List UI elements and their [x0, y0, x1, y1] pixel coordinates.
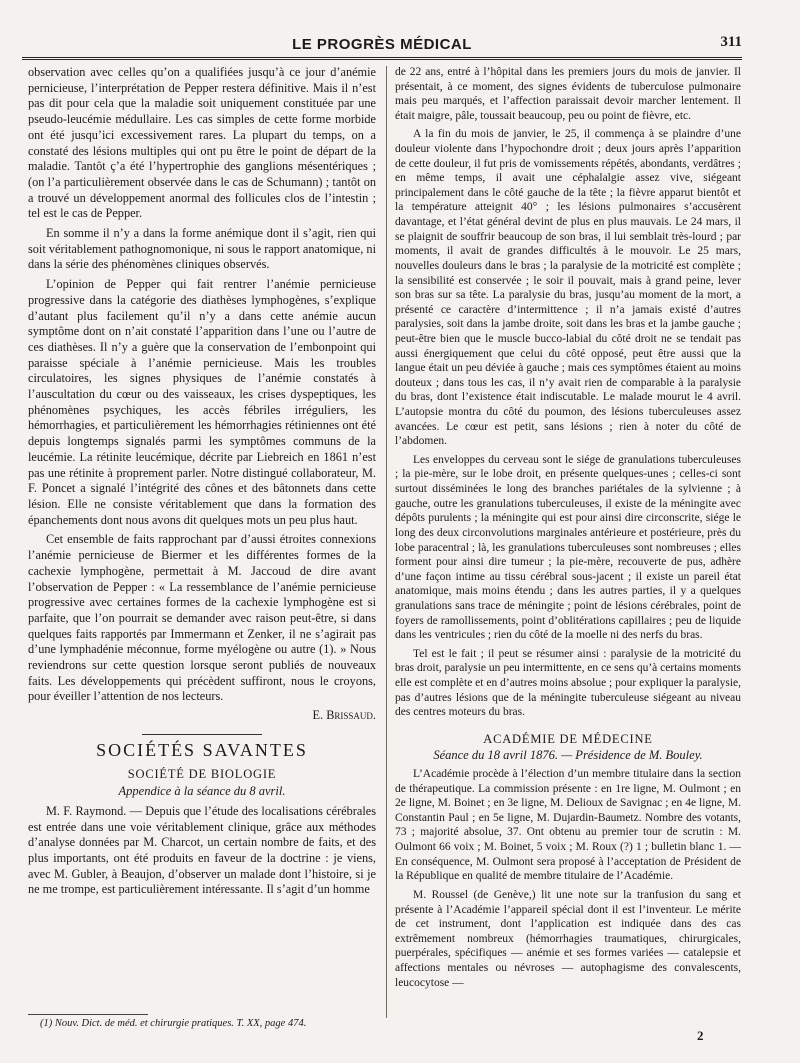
page-number: 311	[720, 34, 742, 50]
signature-mark: 2	[697, 1028, 704, 1043]
paragraph: Cet ensemble de faits rapprochant par d’aussi étroites connexions l’anémie pernicieuse de Biermer et les différentes formes de la cachexie lymphogène, permettait à M. Jaccoud de dire avant l’observation de Pepper : « La ressemblance de l’anémie pernicieuse progressive avec certaines formes de la cachexie lymphogène est si parfaite, que l’on pourrait se demander avec raison peut-être, si dans quelques faits rapportés par Immermann et Zenker, il ne s’agirait pas d’une lymphadénie méconnue, forme myélogène ou autre (1). » Nous reviendrons sur cette question lorsque seront publiés de nouveaux faits. Les développements qui précèdent suffiront, nous le croyons, pour éveiller l’attention de nos lecteurs.	[28, 532, 376, 704]
paragraph: L’Académie procède à l’élection d’un membre titulaire dans la section de thérapeutique. La commission présente : en 1re ligne, M. Oulmont ; en 2e ligne, M. Boinet ; en 3e ligne, M. Delioux de Savignac ; en 4e ligne, M. Constantin Paul ; en 5e ligne, M. Dujardin-Baumetz. Nombre des votants, 73 ; majorité absolue, 37. Ont obtenu au premier tour de scrutin : M. Oulmont 66 voix ; M. Boinet, 5 voix ; M. Roux (?) 1 ; bulletin blanc 1. — En conséquence, M. Oulmont sera proposé à l’acceptation de Président de la République en qualité de membre titulaire de l’Académie.	[395, 768, 741, 883]
paragraph: Tel est le fait ; il peut se résumer ainsi : paralysie de la motricité du bras droit, paralysie un peu intermittente, en ce sens qu’à certains moments elle est complète et en d’autres moins absolue ; pour expliquer la paralysie, pas d’autres lésions que de la méningite tuberculeuse siégeant au niveau des centres moteurs du bras.	[395, 647, 741, 719]
footnote: (1) Nouv. Dict. de méd. et chirurgie pratiques. T. XX, page 474.	[40, 1018, 307, 1029]
footnote-rule	[28, 1014, 148, 1015]
journal-title: LE PROGRÈS MÉDICAL	[292, 36, 472, 53]
section-separator	[142, 734, 262, 735]
paragraph: de 22 ans, entré à l’hôpital dans les premiers jours du mois de janvier. Il présentait, à ce moment, des signes évidents de tuberculose pulmonaire mais peu marqués, et l’affection paraissait devoir marcher lentement. Il était maigre, pâle, toussait beaucoup, peu ou point de fièvre, etc.	[395, 66, 741, 122]
column-divider	[386, 66, 387, 1018]
header-rule	[22, 57, 742, 60]
paragraph: Les enveloppes du cerveau sont le siége de granulations tuberculeuses ; la pie-mère, sur le lobe droit, en présente quelques-unes ; celles-ci sont surtout disséminées le long des branches pariétales de la sylvienne ; à gauche, outre les granulations tuberculeuses, il existe de la méningite avec dépôts purulents ; la méningite qui est pour ainsi dire circonscrite, siége le long des deux circonvolutions marginales antérieure et postérieure, près du lobe paracentral ; là, les granulations tuberculeuses sont nombreuses ; elles forment pour ainsi dire tumeur ; la pie-mère, recouverte de pus, adhère d’une façon intime au tissu cérébral sous-jacent ; il existe un pareil état anatomique, mais moins étendu ; dans les autres parties, il y a quelques granulations sans trace de méningite ; point de lésions cérébrales, point de foyers de ramollissements, point d’oblitérations capillaires ; peu de liquide dans les ventricules ; rien du côté de la moelle ni des nerfs du bras.	[395, 453, 741, 642]
session-heading: Appendice à la séance du 8 avril.	[118, 784, 286, 799]
author-signature: E. Brissaud.	[312, 708, 376, 723]
paragraph: A la fin du mois de janvier, le 25, il commença à se plaindre d’une douleur violente dans l’hypochondre droit ; deux jours après l’apparition de cette douleur, il fut pris de vomissements répétés, abondants, verdâtres ; en même temps, il avait une céphalalgie assez vive, siégeant principalement dans le côté gauche de la tête ; la fièvre apparut bientôt et la température atteignit 40° ; les lésions pulmonaires s’accusèrent davantage, et l’état général devint de plus en plus mauvais. Le 24 mars, il se plaignit de souffrir beaucoup de son bras, il lui semblait très-lourd ; par moments, il avait de grandes difficultés à le mouvoir. Le 25 mars, nouvelles douleurs dans le bras ; la paralysie de la motricité est complète ; la sensibilité est conservée ; le soir il pouvait, mais à grand peine, lever son bras sur sa tête. La paralysie du bras, jusqu’au moment de la mort, a présenté ce caractère d’intermittence ; il n’a jamais existé d’autres paralysies, soit dans la jambe droite, soit dans les bras et la jambe gauche ; peut-être bien que le muscle bucco-labial du côté droit ne se tendait pas aussi énergiquement que celui du côté opposé, peut être aussi que la langue était un peu déviée à gauche ; mais ces symptômes étaient au moins douteux ; dans tous les cas, il n’y avait rien de comparable à la paralysie du bras, dont l’existence était indiscutable. Le malade mourut le 4 avril. L’autopsie montra du côté du poumon, des lésions tuberculeuses assez avancées. Le cœur est petit, sans lésions ; rien à noter du côté de l’abdomen.	[395, 128, 741, 448]
page-header	[22, 36, 742, 54]
society-heading: SOCIÉTÉ DE BIOLOGIE	[127, 766, 277, 781]
academy-session: Séance du 18 avril 1876. — Présidence de M. Bouley.	[433, 748, 703, 763]
right-column	[395, 65, 741, 994]
paragraph: L’opinion de Pepper qui fait rentrer l’anémie pernicieuse progressive dans la catégorie des diathèses lymphogènes, s’explique d’autant plus facilement qu’il n’y a dans cette anémie aucun symptôme dont on n’ait constaté l’apparition dans l’une ou l’autre de ces diathèses. Il n’y a guère que la conservation de l’embonpoint qui paraisse spéciale à l’anémie pernicieuse. Mais les troubles circulatoires, les signes physiques de l’anémie constatés à l’auscultation du cœur ou des vaisseaux, les crises dyspeptiques, les phénomènes psychiques, les accès fébriles irréguliers, les hémorrhagies, et particulièrement les hémorrhagies rétiniennes ont été depuis longtemps signalés parmi les symptômes communs de la leucémie. La rétinite leucémique, décrite par Liebreich en 1861 n’est pas une rétinite à proprement parler. Notre distingué collaborateur, M. F. Poncet a signalé l’intégrité des cônes et des bâtonnets dans cette lésion. Elle ne consiste véritablement que dans la formation des épanchements dont nous avons dit quelques mots un peu plus haut.	[28, 277, 376, 527]
paragraph: M. F. Raymond. — Depuis que l’étude des localisations cérébrales est entrée dans une voie véritablement clinique, grâce aux méthodes d’analyse données par M. Charcot, un certain nombre de faits, et des plus importants, ont été produits en faveur de la doctrine : je viens, avec M. Gubler, à Beaujon, d’observer un malade dont l’histoire, si je ne me trompe, est particulièrement intéressante. Il s’agit d’un homme	[28, 803, 376, 897]
section-title: SOCIÉTÉS SAVANTES	[96, 739, 308, 760]
paragraph: observation avec celles qu’on a qualifiées jusqu’à ce jour d’anémie pernicieuse, l’interprétation de Pepper restera définitive. Mais il n’est pas dit pour cela que la maladie soit uniquement constituée par une pseudo-leucémie médullaire. Les cas simples de cette forme morbide ont été jusqu’ici excessivement rares. La plupart du temps, on a constaté des lésions multiples qui ont pu être le point de départ de la maladie. Tantôt ç’a été l’hypertrophie des ganglions mésentériques ; (on l’a particulièrement observée dans le cas de Schumann) ; tantôt on a trouvé un développement anormal des follicules clos de l’intestin ; tel est le cas de Pepper.	[28, 65, 376, 221]
left-column	[28, 65, 376, 902]
paragraph: En somme il n’y a dans la forme anémique dont il s’agit, rien qui soit véritablement pathognomonique, ni sous le rapport anatomique, ni dans la série des phénomènes cliniques observés.	[28, 226, 376, 272]
academy-heading: ACADÉMIE DE MÉDECINE	[483, 731, 653, 746]
paragraph: M. Roussel (de Genève,) lit une note sur la tranfusion du sang et présente à l’Académie l’appareil spécial dont il est l’inventeur. Le mérite de cet instrument, dont l’application est indiquée dans des cas extrêmement nombreux (hémorrhagies traumatiques, chirurgicales, puerpérales, spécifiques — anémie et ses formes variées — catalepsie et affections mentales ou névroses — autophagisme des convalescents, leucocytose —	[395, 888, 741, 989]
